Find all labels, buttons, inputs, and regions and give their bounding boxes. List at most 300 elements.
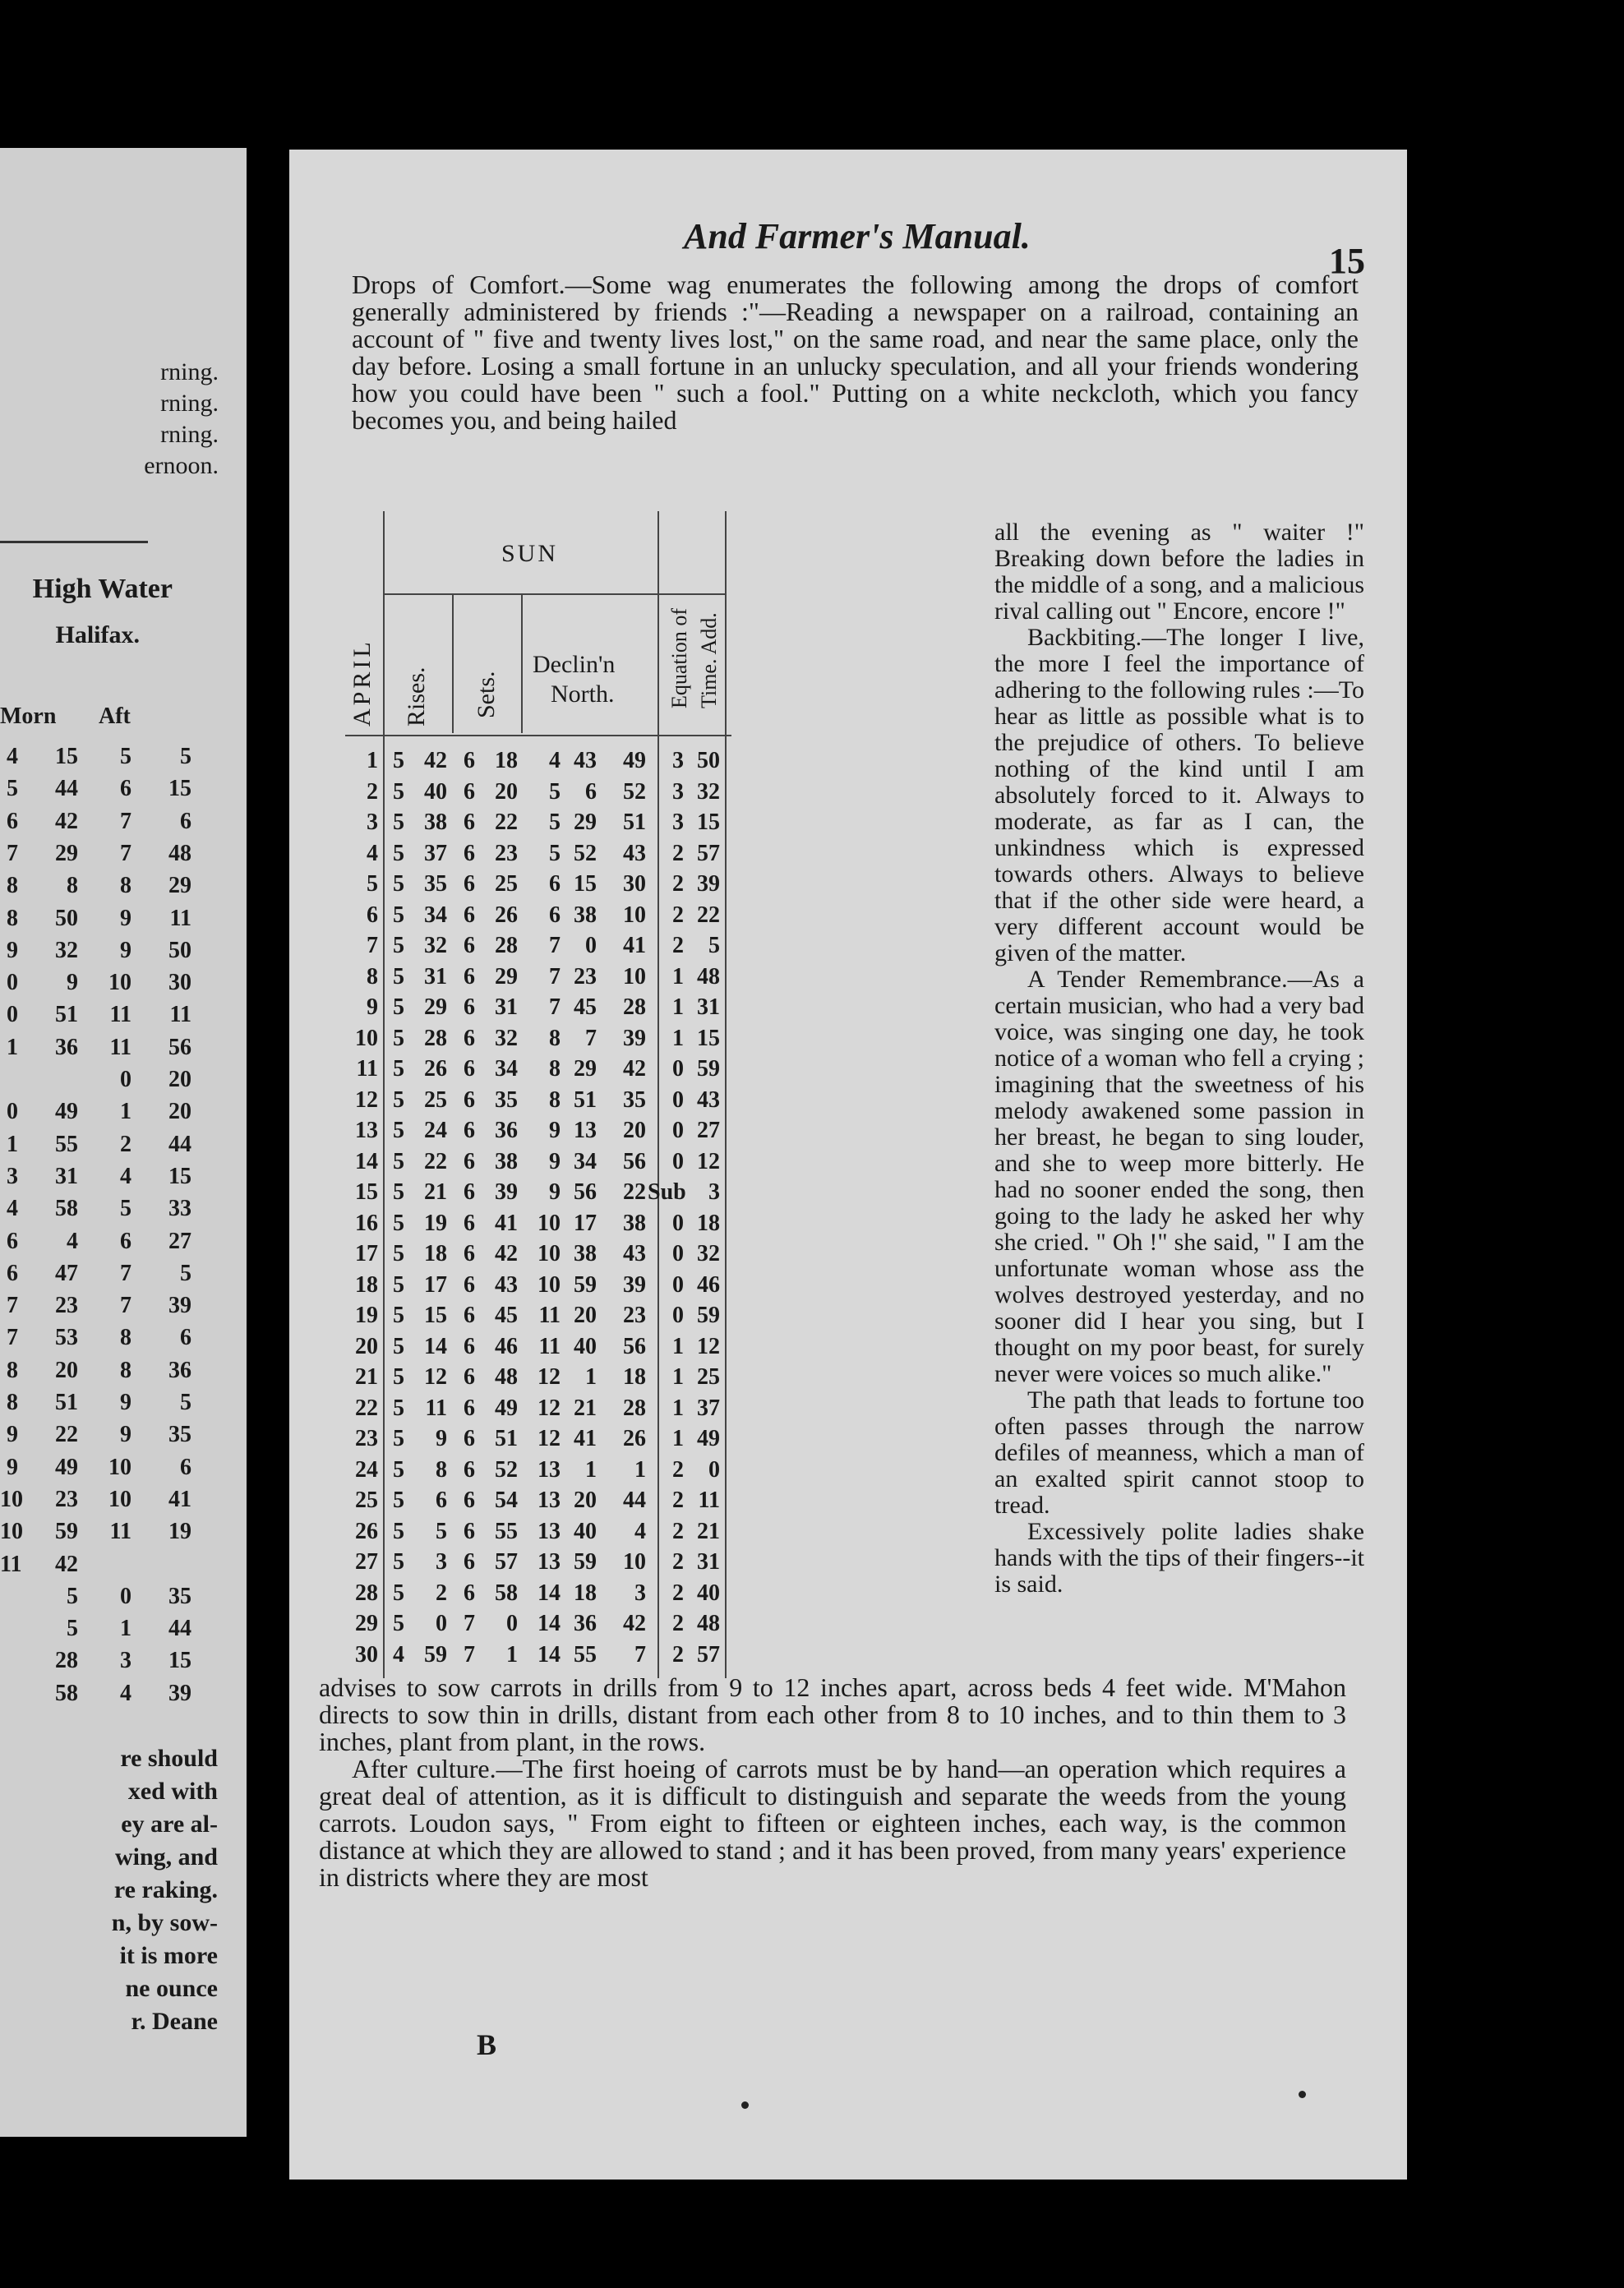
table-cell: 2: [672, 1580, 684, 1606]
table-cell: 59: [574, 1271, 597, 1298]
left-fragment-line: r. Deane: [131, 2008, 218, 2035]
table-cell: 1: [672, 1395, 684, 1421]
table-cell: 1: [672, 1426, 684, 1451]
table-time-label: Time. Add.: [697, 612, 721, 708]
table-cell: 49: [623, 748, 646, 773]
tide-row: [0, 1164, 238, 1197]
table-cell: 1: [672, 963, 684, 989]
tide-row: [0, 1681, 238, 1714]
table-cell: 2: [672, 840, 684, 866]
table-rises-label: Rises.: [403, 667, 430, 727]
sun-table: [345, 511, 994, 1678]
table-cell: 5: [393, 1426, 404, 1451]
table-day-cell: 20: [355, 1333, 378, 1359]
table-cell: 7: [634, 1641, 646, 1668]
tide-cell: 3: [7, 1163, 18, 1189]
tide-cell: 47: [55, 1260, 78, 1286]
table-cell: 52: [495, 1456, 518, 1483]
table-cell: 9: [549, 1179, 561, 1205]
tide-cell: 4: [7, 1196, 18, 1222]
tide-cell: 49: [55, 1454, 78, 1480]
tide-cell: 35: [168, 1422, 191, 1448]
table-cell: 32: [495, 1025, 518, 1051]
table-cell: 6: [464, 963, 475, 989]
table-cell: 5: [393, 1118, 404, 1143]
table-cell: 0: [506, 1611, 518, 1636]
table-cell: 5: [393, 1271, 404, 1298]
tide-cell: 0: [7, 970, 18, 996]
tide-cell: 33: [168, 1196, 191, 1222]
table-cell: 1: [585, 1364, 597, 1390]
table-cell: 31: [424, 963, 447, 989]
table-day-cell: 12: [355, 1086, 378, 1113]
table-cell: 5: [393, 1210, 404, 1236]
table-cell: 5: [436, 1518, 447, 1544]
table-cell: 56: [623, 1148, 646, 1174]
table-cell: 5: [393, 1303, 404, 1328]
table-cell: 35: [424, 871, 447, 897]
table-cell: 14: [537, 1611, 561, 1636]
table-cell: 6: [464, 1241, 475, 1266]
tender-remembrance-paragraph: A Tender Remembrance.—As a certain musician, who had a very bad voice, was singing one day, he took notice of a woman who fell a crying ; imagining that the sweetness of his melody awakened some passion in her breast, he began to sing louder, and she to weep more bitterly. He had no sooner ended the song, then going to the lady he asked her why she cried. " Oh !" she said, " I am the unfortunate woman whose ass the wolves destroyed yesterday, and no sooner did I hear you sing, but I thought on my poor beast, for surely never were voices so much alike.": [994, 966, 1364, 1387]
tide-cell: 7: [120, 808, 131, 834]
polite-ladies-paragraph: Excessively polite ladies shake hands with the tips of their fingers--it is said.: [994, 1518, 1364, 1598]
table-cell: 22: [697, 902, 720, 928]
tide-cell: 35: [168, 1583, 191, 1609]
tide-cell: 11: [109, 1034, 131, 1060]
tide-cell: 53: [55, 1325, 78, 1351]
table-cell: 42: [495, 1241, 518, 1266]
table-day-cell: 14: [355, 1148, 378, 1174]
table-cell: 10: [537, 1210, 561, 1236]
tide-row: [0, 1616, 238, 1649]
tide-cell: 6: [7, 1228, 18, 1254]
table-day-cell: 10: [355, 1025, 378, 1051]
left-fragment-line: ne ounce: [125, 1975, 218, 2002]
table-cell: 46: [697, 1271, 720, 1298]
table-cell: 0: [672, 1210, 684, 1236]
tide-cell: 1: [7, 1034, 18, 1060]
table-cell: 26: [495, 902, 518, 928]
table-cell: 15: [697, 810, 720, 835]
table-cell: 55: [574, 1641, 597, 1668]
table-day-cell: 3: [367, 810, 378, 835]
table-cell: 56: [623, 1333, 646, 1359]
table-cell: 6: [464, 1118, 475, 1143]
left-fragment-line: wing, and: [114, 1843, 218, 1871]
signature-mark: B: [477, 2028, 497, 2061]
table-cell: 55: [495, 1518, 518, 1544]
left-fragment-line: rning.: [160, 358, 219, 385]
table-cell: 35: [495, 1086, 518, 1113]
tide-row: [0, 1132, 238, 1165]
table-cell: 0: [436, 1611, 447, 1636]
tide-cell: 50: [168, 937, 191, 963]
table-cell: 28: [623, 994, 646, 1020]
table-cell: 59: [424, 1641, 447, 1668]
tide-cell: 36: [55, 1034, 78, 1060]
tide-row: [0, 1487, 238, 1520]
table-cell: 0: [672, 1056, 684, 1082]
table-cell: 3: [672, 748, 684, 773]
table-cell: 2: [672, 1518, 684, 1544]
table-cell: 57: [495, 1549, 518, 1575]
table-cell: 39: [697, 871, 720, 897]
table-day-cell: 18: [355, 1271, 378, 1298]
table-cell: 40: [424, 778, 447, 805]
table-cell: 30: [623, 871, 646, 897]
table-day-cell: 21: [355, 1364, 378, 1390]
table-cell: 6: [464, 1456, 475, 1483]
table-cell: 34: [424, 902, 447, 928]
tide-cell: 5: [67, 1616, 78, 1642]
table-declin-label: Declin'n: [533, 651, 616, 678]
table-cell: 5: [549, 840, 561, 866]
table-cell: 6: [585, 778, 597, 805]
table-cell: 5: [393, 1333, 404, 1359]
left-fragment-line: rning.: [160, 390, 219, 417]
table-cell: 6: [464, 1086, 475, 1113]
table-cell: 14: [537, 1580, 561, 1606]
tide-cell: 10: [108, 970, 131, 996]
table-cell: 18: [424, 1241, 447, 1266]
tide-cell: 1: [120, 1099, 131, 1125]
table-cell: 20: [574, 1303, 597, 1328]
table-cell: 58: [495, 1580, 518, 1606]
table-cell: 12: [537, 1395, 561, 1421]
table-cell: 43: [697, 1086, 720, 1113]
table-cell: 5: [393, 1456, 404, 1483]
table-cell: 59: [697, 1303, 720, 1328]
tide-cell: 11: [109, 1002, 131, 1028]
left-fragment-line: rning.: [160, 421, 219, 448]
left-table-title: High Water: [32, 574, 173, 604]
tide-cell: 11: [169, 1002, 191, 1028]
tide-cell: 31: [55, 1163, 78, 1189]
table-cell: 45: [574, 994, 597, 1020]
left-fragment-line: ey are al-: [121, 1811, 218, 1838]
table-cell: 50: [697, 748, 720, 773]
table-cell: 29: [574, 1056, 597, 1082]
tide-row: [0, 1358, 238, 1391]
tide-cell: 6: [7, 808, 18, 834]
table-cell: 6: [464, 1580, 475, 1606]
table-sets-label: Sets.: [473, 671, 500, 718]
tide-cell: 4: [7, 744, 18, 769]
table-cell: 38: [424, 810, 447, 835]
table-cell: 40: [574, 1333, 597, 1359]
table-cell: 6: [464, 840, 475, 866]
after-culture-paragraph: After culture.—The first hoeing of carrots must be by hand—an operation which requires a great deal of attention, as it is difficult to distinguish and separate the weeds from the young carrots. Loudon says, " From eight to fifteen or eighteen inches, each way, is the common distance at which they are allowed to stand ; and it has been proved, from many years' experience in districts where they are most: [319, 1754, 1346, 1892]
table-day-cell: 15: [355, 1179, 378, 1205]
table-cell: 5: [393, 1488, 404, 1513]
tide-cell: 8: [120, 1325, 131, 1351]
tide-row: [0, 1584, 238, 1617]
tide-cell: 7: [120, 1293, 131, 1319]
tide-cell: 8: [7, 1357, 18, 1383]
table-cell: 11: [538, 1333, 561, 1359]
table-cell: 40: [697, 1580, 720, 1606]
table-cell: 5: [393, 1611, 404, 1636]
table-day-cell: 24: [355, 1456, 378, 1483]
table-cell: 6: [464, 1271, 475, 1298]
table-cell: 4: [393, 1641, 404, 1668]
table-cell: 0: [672, 1303, 684, 1328]
tide-cell: 9: [120, 905, 131, 931]
table-cell: 36: [495, 1118, 518, 1143]
table-cell: 5: [393, 933, 404, 958]
tide-row: [0, 873, 238, 906]
table-cell: 5: [393, 963, 404, 989]
table-cell: 7: [585, 1025, 597, 1051]
table-cell: 34: [574, 1148, 597, 1174]
table-cell: 13: [537, 1488, 561, 1513]
tide-row: [0, 1390, 238, 1423]
table-cell: 6: [464, 1488, 475, 1513]
table-day-cell: 13: [355, 1118, 378, 1143]
table-cell: 6: [464, 778, 475, 805]
tide-cell: 7: [7, 1293, 18, 1319]
table-cell: 25: [697, 1364, 720, 1390]
table-cell: 5: [393, 810, 404, 835]
table-cell: 1: [506, 1641, 518, 1668]
table-cell: 25: [424, 1086, 447, 1113]
table-cell: 21: [697, 1518, 720, 1544]
table-cell: 27: [697, 1118, 720, 1143]
table-cell: 28: [424, 1025, 447, 1051]
table-cell: 18: [697, 1210, 720, 1236]
table-cell: 42: [623, 1611, 646, 1636]
tide-cell: 0: [7, 1099, 18, 1125]
table-cell: 9: [436, 1426, 447, 1451]
left-fragment-line: ernoon.: [144, 452, 219, 479]
tide-cell: 9: [7, 937, 18, 963]
tide-cell: 48: [168, 840, 191, 866]
table-cell: 26: [623, 1426, 646, 1451]
tide-row: [0, 744, 238, 777]
tide-row: [0, 1002, 238, 1035]
table-cell: 5: [393, 1025, 404, 1051]
tide-cell: 30: [168, 970, 191, 996]
tide-row: [0, 1099, 238, 1132]
tide-cell: 6: [180, 1454, 191, 1480]
table-cell: 38: [574, 1241, 597, 1266]
table-cell: 5: [549, 778, 561, 805]
tide-cell: 5: [120, 744, 131, 769]
table-cell: 6: [464, 1395, 475, 1421]
table-cell: 38: [574, 902, 597, 928]
tide-row: [0, 1293, 238, 1326]
main-page: [289, 150, 1407, 2180]
tide-cell: 20: [168, 1067, 191, 1092]
table-cell: 5: [393, 840, 404, 866]
tide-cell: 58: [55, 1680, 78, 1706]
table-cell: 41: [574, 1426, 597, 1451]
tide-row: [0, 1648, 238, 1681]
table-cell: 29: [424, 994, 447, 1020]
table-cell: 51: [623, 810, 646, 835]
table-cell: 1: [672, 994, 684, 1020]
backbiting-paragraph: Backbiting.—The longer I live, the more I feel the importance of adhering to the following rules :—To hear as little as possible what is to the prejudice of others. To believe nothing of the kind until I am absolutely forced to it. Always to moderate, as far as I can, the unkindness which is expressed towards others. Always to believe that if the other side were heard, a very different account would be given of the matter.: [994, 624, 1364, 966]
table-cell: 5: [393, 1241, 404, 1266]
tide-cell: 2: [120, 1131, 131, 1157]
table-cell: 2: [672, 933, 684, 958]
table-cell: 10: [623, 902, 646, 928]
tide-row: [0, 906, 238, 939]
left-fragment-line: re raking.: [113, 1876, 218, 1903]
table-day-cell: 8: [367, 963, 378, 989]
ink-dot: [1299, 2091, 1306, 2098]
tide-cell: 59: [55, 1519, 78, 1545]
tide-cell: 7: [120, 1260, 131, 1286]
table-cell: 42: [424, 748, 447, 773]
table-cell: 22: [623, 1179, 646, 1205]
table-cell: 40: [574, 1518, 597, 1544]
table-cell: 17: [424, 1271, 447, 1298]
table-cell: 5: [393, 1580, 404, 1606]
tide-cell: 28: [55, 1648, 78, 1674]
tide-row: [0, 1196, 238, 1229]
table-cell: 6: [549, 902, 561, 928]
table-cell: 6: [464, 1333, 475, 1359]
tide-cell: 15: [168, 1163, 191, 1189]
table-cell: 19: [424, 1210, 447, 1236]
table-cell: 4: [549, 748, 561, 773]
tide-cell: 55: [55, 1131, 78, 1157]
table-day-cell: 5: [367, 871, 378, 897]
tide-cell: 20: [55, 1357, 78, 1383]
table-cell: 32: [697, 778, 720, 805]
table-cell: 44: [623, 1488, 646, 1513]
table-cell: 51: [495, 1426, 518, 1451]
tide-cell: 39: [168, 1680, 191, 1706]
table-cell: 43: [574, 748, 597, 773]
tide-cell: 15: [55, 744, 78, 769]
table-cell: 29: [495, 963, 518, 989]
tide-cell: 6: [120, 1228, 131, 1254]
table-day-cell: 27: [355, 1549, 378, 1575]
page-header: And Farmer's Manual.: [684, 216, 1031, 256]
table-cell: 15: [424, 1303, 447, 1328]
table-cell: 6: [464, 1303, 475, 1328]
table-day-cell: 7: [367, 933, 378, 958]
table-cell: 3: [708, 1179, 720, 1205]
tide-cell: 8: [67, 873, 78, 899]
tide-cell: 9: [120, 1422, 131, 1448]
tide-cell: 7: [7, 1325, 18, 1351]
tide-cell: 9: [120, 1390, 131, 1415]
table-cell: 3: [672, 810, 684, 835]
tide-cell: 7: [120, 840, 131, 866]
table-cell: 1: [585, 1456, 597, 1483]
table-cell: 21: [424, 1179, 447, 1205]
left-fragment-line: re should: [120, 1745, 218, 1772]
table-cell: 0: [672, 1271, 684, 1298]
table-cell: 2: [672, 1456, 684, 1483]
table-cell: 14: [424, 1333, 447, 1359]
table-cell: 0: [672, 1086, 684, 1113]
table-day-cell: 19: [355, 1303, 378, 1328]
ink-dot: [741, 2101, 749, 2109]
table-cell: 51: [574, 1086, 597, 1113]
table-cell: 25: [495, 871, 518, 897]
table-cell: 8: [549, 1056, 561, 1082]
table-cell: 14: [537, 1641, 561, 1668]
table-cell: 5: [393, 1364, 404, 1390]
table-cell: 15: [697, 1025, 720, 1051]
tide-cell: 10: [0, 1486, 23, 1512]
table-rule: [521, 593, 523, 733]
table-cell: 2: [436, 1580, 447, 1606]
table-cell: 57: [697, 840, 720, 866]
tide-cell: 11: [0, 1551, 22, 1577]
table-cell: 42: [623, 1056, 646, 1082]
drops-of-comfort-paragraph: [352, 271, 1359, 434]
tide-cell: 42: [55, 808, 78, 834]
tide-cell: 51: [55, 1002, 78, 1028]
tide-cell: 11: [109, 1519, 131, 1545]
tide-cell: 5: [7, 776, 18, 802]
table-cell: 48: [697, 963, 720, 989]
table-cell: 52: [574, 840, 597, 866]
table-day-cell: 17: [355, 1241, 378, 1266]
table-cell: 4: [634, 1518, 646, 1544]
tide-cell: 15: [168, 776, 191, 802]
table-cell: 23: [495, 840, 518, 866]
table-cell: 59: [574, 1549, 597, 1575]
table-cell: 22: [424, 1148, 447, 1174]
tide-cell: 8: [7, 1390, 18, 1415]
tide-row: [0, 970, 238, 1003]
left-page-fragment: [0, 148, 247, 2137]
table-cell: 2: [672, 1641, 684, 1668]
table-cell: 5: [393, 748, 404, 773]
table-cell: 1: [672, 1025, 684, 1051]
tide-cell: 11: [169, 905, 191, 931]
tide-cell: 39: [168, 1293, 191, 1319]
table-cell: 52: [623, 778, 646, 805]
table-cell: 5: [393, 1518, 404, 1544]
tide-cell: 3: [120, 1648, 131, 1674]
left-table-subtitle: Halifax.: [55, 621, 140, 648]
table-cell: 57: [697, 1641, 720, 1668]
table-cell: 41: [495, 1210, 518, 1236]
table-cell: 20: [495, 778, 518, 805]
table-cell: 6: [464, 1364, 475, 1390]
tide-cell: 50: [55, 905, 78, 931]
tide-cell: 7: [7, 840, 18, 866]
tide-cell: 5: [180, 744, 191, 769]
table-day-cell: 9: [367, 994, 378, 1020]
tide-cell: 0: [120, 1067, 131, 1092]
tide-cell: 6: [180, 1325, 191, 1351]
tide-cell: 58: [55, 1196, 78, 1222]
table-day-cell: 26: [355, 1518, 378, 1544]
table-cell: 35: [623, 1086, 646, 1113]
table-cell: 36: [574, 1611, 597, 1636]
path-to-fortune-paragraph: The path that leads to fortune too often passes through the narrow defiles of meanness, which a man of an exalted spirit cannot stoop to tread.: [994, 1386, 1364, 1519]
tide-cell: 44: [55, 776, 78, 802]
table-cell: 24: [424, 1118, 447, 1143]
tide-row: [0, 1067, 238, 1100]
table-cell: 9: [549, 1148, 561, 1174]
tide-cell: 8: [120, 1357, 131, 1383]
table-day-cell: 11: [356, 1056, 378, 1082]
table-cell: 31: [495, 994, 518, 1020]
tide-cell: 27: [168, 1228, 191, 1254]
table-rule: [725, 511, 727, 1678]
carrots-text: [319, 1674, 1346, 1891]
